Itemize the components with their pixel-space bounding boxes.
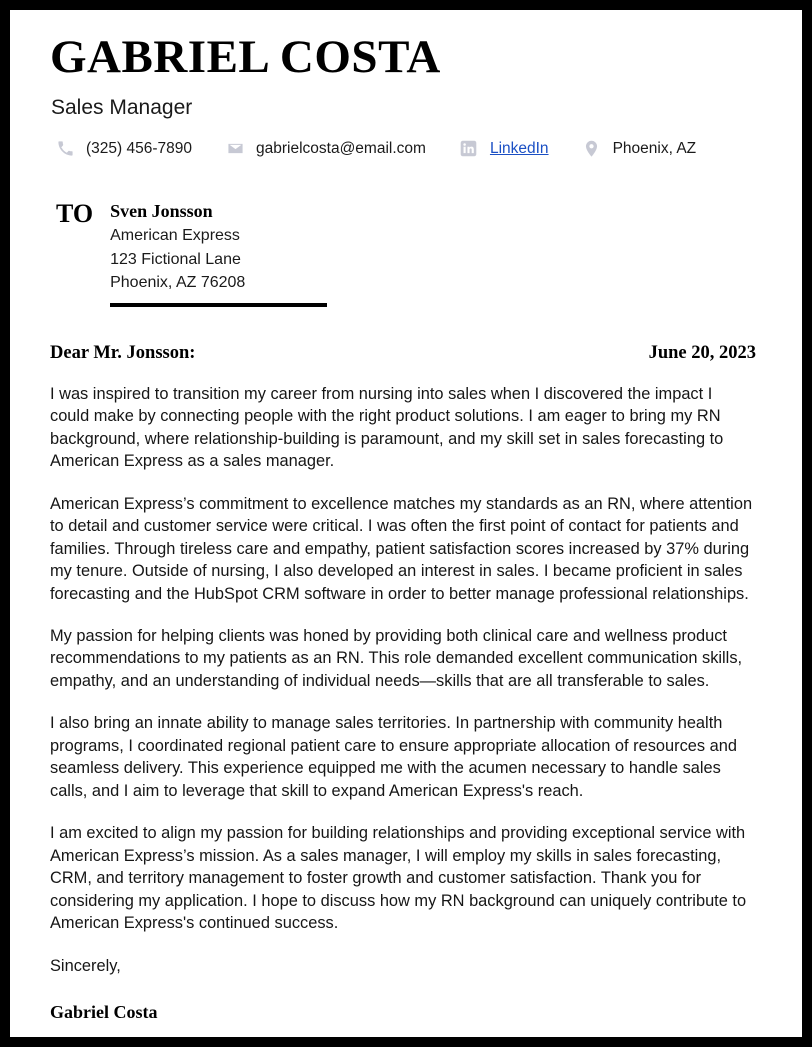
body-paragraph: I am excited to align my passion for building relationships and providing exceptional service with American Express’s mission. As a sales manager, I will employ my skills in sales forecasting, CRM, and territory management to foster growth and customer satisfaction. Thank you for considering my application. I hope to discuss how my RN background can uniquely contribute to American Express's continued success. [50, 824, 747, 933]
job-title: Sales Manager [51, 95, 193, 119]
letter-date: June 20, 2023 [648, 342, 756, 363]
recipient-address [110, 200, 327, 307]
closing-line: Sincerely, [50, 956, 121, 975]
salutation-row [50, 343, 756, 364]
recipient-street: 123 Fictional Lane [110, 250, 241, 268]
contact-item-location [583, 140, 697, 158]
body-paragraph: American Express’s commitment to excellence matches my standards as an RN, where attention to detail and customer service were critical. I was often the first point of contact for patients and families. Through tireless care and empathy, patient satisfaction scores increased by 37% during my tenure. Outside of nursing, I also developed an interest in sales. I became proficient in sales forecasting and the HubSpot CRM software in order to better manage professional relationships. [50, 494, 753, 603]
phone-icon [56, 140, 74, 158]
body-paragraph: I was inspired to transition my career from nursing into sales when I discovered the impact I could make by connecting people with the right product solutions. I am eager to bring my RN background, where relationship-building is paramount, and my skill set in sales forecasting to American Express as a sales manager. [50, 384, 724, 471]
contact-row [56, 140, 766, 158]
page-title: GABRIEL COSTA [50, 31, 441, 83]
linkedin-icon [460, 140, 478, 158]
contact-item-phone [56, 140, 192, 158]
body-paragraph: My passion for helping clients was honed by providing both clinical care and wellness product recommendations to my patients as an RN. This role demanded excellent communication skills, empathy, and an understanding of individual needs—skills that are all transferable to sales. [50, 627, 743, 690]
body-paragraph: I also bring an innate ability to manage sales territories. In partnership with community health programs, I coordinated regional patient care to ensure appropriate allocation of resources and seamless delivery. This experience equipped me with the acumen necessary to handle sales calls, and I aim to leverage that skill to expand American Express's reach. [50, 714, 737, 800]
map-pin-icon [583, 140, 601, 158]
recipient-divider [110, 303, 327, 307]
recipient-company: American Express [110, 227, 240, 245]
letter-body [50, 383, 756, 1023]
signature-name: Gabriel Costa [50, 1002, 158, 1023]
recipient-block [56, 200, 766, 307]
recipient-name: Sven Jonsson [110, 200, 213, 221]
to-label: TO [56, 198, 94, 228]
salutation: Dear Mr. Jonsson: [50, 342, 196, 363]
linkedin-link[interactable]: LinkedIn [489, 140, 549, 157]
page-content [10, 10, 802, 1023]
recipient-city-state-zip: Phoenix, AZ 76208 [110, 274, 246, 292]
contact-item-email [226, 140, 426, 158]
contact-item-linkedin[interactable] [460, 140, 549, 158]
phone-number: (325) 456-7890 [86, 140, 192, 157]
envelope-icon [226, 140, 244, 158]
location-text: Phoenix, AZ [612, 140, 697, 157]
email-address: gabrielcosta@email.com [256, 140, 426, 157]
